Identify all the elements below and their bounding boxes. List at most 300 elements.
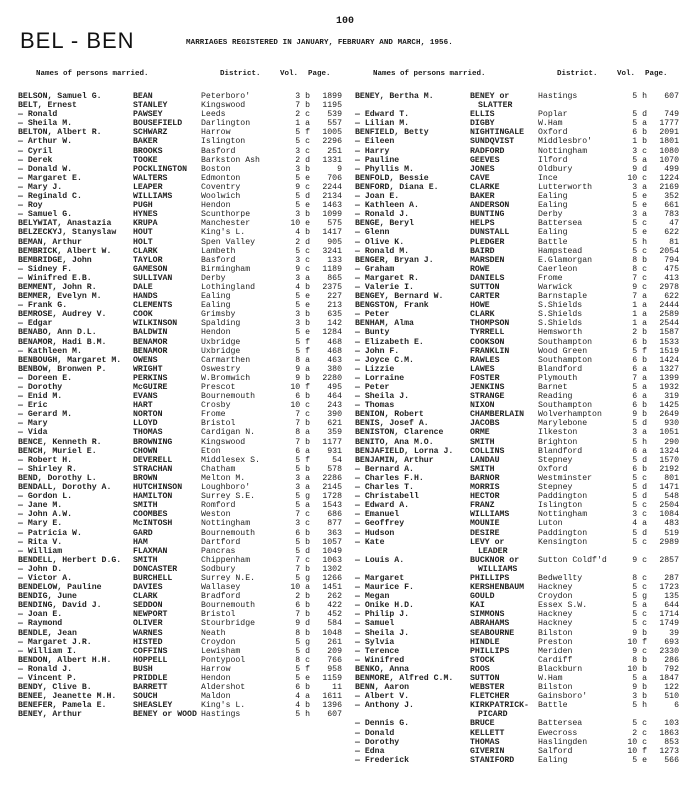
entry-volume: 8 a xyxy=(295,428,310,438)
entry-name: — John A.W. xyxy=(18,510,73,520)
entry-spouse-surname: THOMPSON xyxy=(470,319,510,329)
entry-name: — Louis A. xyxy=(355,555,405,565)
entry-spouse-surname: PERKINS xyxy=(133,373,168,383)
entry-volume: 8 b xyxy=(632,655,647,665)
entry-name: — Shirley R. xyxy=(18,464,77,474)
entry-row xyxy=(355,174,685,183)
entry-district: Battle xyxy=(538,237,568,247)
entry-name: BENABO, Ann D.L. xyxy=(18,328,97,338)
entry-volume: 3 b xyxy=(295,92,310,101)
entry-spouse-surname: NIXON xyxy=(470,401,495,411)
entry-volume: 5 a xyxy=(632,674,647,683)
entry-row xyxy=(18,365,348,374)
entry-page: 749 xyxy=(664,110,679,120)
entry-page: 380 xyxy=(327,364,342,374)
entry-page: 1099 xyxy=(322,210,342,220)
entry-row xyxy=(355,274,685,283)
entry-name: — Albert V. xyxy=(355,692,410,702)
entry-district: Hastings xyxy=(201,710,241,720)
entry-spouse-line1: LEVY or xyxy=(470,537,505,547)
entry-volume: 5 e xyxy=(632,228,647,238)
entry-district: Bilston xyxy=(538,628,573,638)
entry-spouse-line2: LEADER xyxy=(478,546,508,556)
entry-volume: 2 d xyxy=(295,155,310,165)
entry-row xyxy=(355,119,685,128)
entry-volume: 5 c xyxy=(295,246,310,256)
entry-row xyxy=(355,265,685,274)
entry-volume: 9 c xyxy=(632,646,647,656)
entry-page: 1324 xyxy=(659,446,679,456)
entry-page: 2444 xyxy=(659,301,679,311)
entry-district: S.Shields xyxy=(538,301,583,311)
entry-page: 706 xyxy=(327,173,342,183)
entry-name: — Kathleen A. xyxy=(355,201,419,211)
entry-spouse-surname: WARNES xyxy=(133,628,163,638)
entry-district: Scunthorpe xyxy=(201,210,251,220)
entry-row xyxy=(355,474,685,483)
entry-page: 1224 xyxy=(659,173,679,183)
entry-district: Harrow xyxy=(201,128,231,138)
entry-volume: 10 f xyxy=(627,637,647,647)
entry-volume: 4 b xyxy=(295,228,310,238)
entry-spouse-surname: HUTCHINSON xyxy=(133,483,183,493)
entry-volume: 3 a xyxy=(632,210,647,220)
entry-name: — Margaret E. xyxy=(18,173,82,183)
entry-spouse-surname: NEWPORT xyxy=(133,610,168,620)
entry-district: Weston xyxy=(201,510,231,520)
entry-volume: 5 f xyxy=(295,664,310,674)
entry-row xyxy=(18,101,348,110)
entry-spouse-line1: BENEY or xyxy=(470,92,510,101)
entry-page: 495 xyxy=(327,383,342,392)
entry-row xyxy=(18,383,348,392)
entry-row xyxy=(18,283,348,292)
entry-spouse-surname: POCKLINGTON xyxy=(133,164,188,174)
entry-spouse-surname: BURCHELL xyxy=(133,573,173,583)
entry-row xyxy=(355,665,685,674)
entry-page: 1533 xyxy=(659,337,679,347)
entry-row xyxy=(355,147,685,156)
entry-name: — Eric xyxy=(18,401,48,411)
entry-page: 290 xyxy=(664,437,679,447)
entry-district: Chippenham xyxy=(201,555,251,565)
entry-name: BENKO, Anna xyxy=(355,664,410,674)
entry-row xyxy=(18,629,348,638)
entry-row xyxy=(355,683,685,692)
entry-name: BEMROSE, Audrey V. xyxy=(18,310,107,320)
entry-district: Hendon xyxy=(201,328,231,338)
entry-volume: 5 d xyxy=(295,192,310,202)
entry-page: 352 xyxy=(664,192,679,202)
entry-row xyxy=(355,156,685,165)
entry-name: — William xyxy=(18,546,63,556)
entry-district: Croydon xyxy=(201,637,236,647)
entry-district: Bournemouth xyxy=(201,528,256,538)
entry-row xyxy=(355,629,685,638)
entry-name: — Phyllis M. xyxy=(355,164,414,174)
entry-volume: 6 b xyxy=(295,528,310,538)
entry-row xyxy=(355,356,685,365)
entry-row xyxy=(18,301,348,310)
entry-name: — Ronald J. xyxy=(18,664,73,674)
entry-row xyxy=(355,410,685,419)
entry-district: Plymouth xyxy=(538,373,578,383)
entry-volume: 6 a xyxy=(632,364,647,374)
entry-page: 607 xyxy=(664,92,679,101)
entry-volume: 5 c xyxy=(632,537,647,547)
entry-spouse-surname: TAYLOR xyxy=(133,255,163,265)
entry-district: Luton xyxy=(538,519,563,529)
entry-page: 539 xyxy=(327,110,342,120)
entry-spouse-surname: HOPPELL xyxy=(133,655,168,665)
entry-district: Uxbridge xyxy=(201,346,241,356)
entry-page: 584 xyxy=(327,619,342,629)
entry-spouse-surname: COOKSON xyxy=(470,337,505,347)
entry-volume: 3 c xyxy=(632,146,647,156)
entry-page: 363 xyxy=(327,528,342,538)
entry-district: S.Shields xyxy=(538,319,583,329)
entry-volume: 6 b xyxy=(632,355,647,365)
entry-row xyxy=(355,638,685,647)
entry-row xyxy=(355,738,685,747)
entry-page: 2192 xyxy=(659,464,679,474)
entry-page: 39 xyxy=(669,628,679,638)
entry-name: — Samuel G. xyxy=(18,210,73,220)
entry-spouse-surname: SMITH xyxy=(133,555,158,565)
entry-district: Lambeth xyxy=(201,246,236,256)
entry-volume: 5 c xyxy=(632,219,647,229)
entry-page: 286 xyxy=(664,655,679,665)
entry-volume: 5 d xyxy=(632,483,647,493)
entry-page: 635 xyxy=(327,310,342,320)
entry-volume: 7 a xyxy=(632,292,647,302)
entry-district: Bristol xyxy=(201,610,236,620)
entry-name: — Graham xyxy=(355,264,395,274)
entry-row xyxy=(355,729,685,738)
entry-volume: 10 a xyxy=(290,583,310,593)
entry-spouse-surname: OLIVER xyxy=(133,619,163,629)
entry-name: — Dennis G. xyxy=(355,719,410,729)
entry-district: Sutton Coldf'd xyxy=(538,555,607,565)
entry-volume: 6 b xyxy=(295,392,310,402)
entry-page: 227 xyxy=(327,292,342,302)
entry-volume: 7 c xyxy=(632,273,647,283)
entry-name: — Gerard M. xyxy=(18,410,73,420)
entry-volume: 5 d xyxy=(632,110,647,120)
entry-district: Hampstead xyxy=(538,246,583,256)
entry-row xyxy=(355,556,685,574)
entry-page: 475 xyxy=(664,264,679,274)
entry-spouse-surname: KELLETT xyxy=(470,728,505,738)
entry-volume: 5 e xyxy=(632,201,647,211)
entry-volume: 6 a xyxy=(632,446,647,456)
entry-district: King's L. xyxy=(201,701,246,711)
entry-row xyxy=(18,428,348,437)
entry-district: Lothingland xyxy=(201,282,256,292)
entry-name: BENDELL, Herbert D.G. xyxy=(18,555,122,565)
entry-page: 2280 xyxy=(322,373,342,383)
entry-district: Manchester xyxy=(201,219,251,229)
entry-volume: 5 e xyxy=(295,201,310,211)
entry-spouse-surname: PAWSEY xyxy=(133,110,163,120)
entry-volume: 10 e xyxy=(290,219,310,229)
header-page: Page. xyxy=(645,70,668,78)
entry-district: Middlesbro' xyxy=(538,137,593,147)
entry-spouse-surname: SHEASLEY xyxy=(133,701,173,711)
entry-district: Bilston xyxy=(538,683,573,693)
entry-district: Oxford xyxy=(538,464,568,474)
entry-spouse-line2: WILLIAMS xyxy=(478,564,518,574)
entry-volume: 4 a xyxy=(295,692,310,702)
entry-name: — Glenn xyxy=(355,228,390,238)
right-column xyxy=(355,70,685,765)
entry-spouse-surname: BEAN xyxy=(133,92,153,101)
entry-page: 578 xyxy=(327,464,342,474)
entry-district: Peterboro' xyxy=(201,92,251,101)
entry-spouse-surname: DIGBY xyxy=(470,119,495,129)
entry-spouse-surname: EVANS xyxy=(133,392,158,402)
entry-page: 2330 xyxy=(659,646,679,656)
entry-row xyxy=(355,492,685,501)
entry-row xyxy=(355,519,685,528)
entry-page: 464 xyxy=(327,392,342,402)
entry-page: 1266 xyxy=(322,573,342,583)
entry-name: BENEY, Bertha M. xyxy=(355,92,434,101)
entry-volume: 5 d xyxy=(632,419,647,429)
entry-page: 1273 xyxy=(659,746,679,756)
entry-name: — Lorraine xyxy=(355,373,405,383)
entry-row xyxy=(355,283,685,292)
entry-spouse-surname: HINDLE xyxy=(470,637,500,647)
entry-volume: 9 d xyxy=(295,619,310,629)
entry-district: Gainsboro' xyxy=(538,692,588,702)
entry-page: 622 xyxy=(664,228,679,238)
entry-volume: 5 e xyxy=(295,301,310,311)
entry-district: Caerleon xyxy=(538,264,578,274)
entry-spouse-surname: HART xyxy=(133,401,153,411)
entry-spouse-surname: PRIDDLE xyxy=(133,674,168,683)
entry-row xyxy=(18,92,348,101)
entry-name: BENN, Aaron xyxy=(355,683,410,693)
entry-name: BENITO, Ana M.O. xyxy=(355,437,434,447)
entry-district: Ince xyxy=(538,173,558,183)
entry-name: — Mary E. xyxy=(18,519,63,529)
entry-page: 359 xyxy=(327,428,342,438)
header-names: Names of persons married. xyxy=(373,70,486,78)
entry-volume: 3 c xyxy=(295,255,310,265)
entry-name: BENDELOW, Pauline xyxy=(18,583,102,593)
entry-spouse-surname: THOMAS xyxy=(470,737,500,747)
entry-district: Frome xyxy=(538,273,563,283)
entry-name: — Winifred xyxy=(355,655,405,665)
entry-name: — Kathleen M. xyxy=(18,346,82,356)
entry-district: Dartford xyxy=(201,537,241,547)
entry-spouse-surname: BALDWIN xyxy=(133,328,168,338)
entry-name: — Geoffrey xyxy=(355,519,405,529)
entry-page: 2091 xyxy=(659,128,679,138)
entry-spouse-surname xyxy=(470,701,538,719)
entry-page: 3241 xyxy=(322,246,342,256)
entry-page: 905 xyxy=(327,237,342,247)
entry-name: — Ronald xyxy=(18,110,58,120)
entry-name: — Cyril xyxy=(18,146,53,156)
entry-district: Paddington xyxy=(538,528,588,538)
entry-name: — Margaret J.R. xyxy=(18,637,92,647)
entry-district: Hendon xyxy=(201,674,231,683)
entry-spouse-surname: CHAMBERLAIN xyxy=(470,410,525,420)
entry-volume: 9 a xyxy=(295,364,310,374)
entry-volume: 5 a xyxy=(632,155,647,165)
entry-volume: 3 c xyxy=(295,146,310,156)
entry-row xyxy=(18,210,348,219)
entry-volume: 9 c xyxy=(632,555,647,565)
entry-district: W.Ham xyxy=(538,674,563,683)
entry-spouse-surname: COLLINS xyxy=(470,446,505,456)
entry-row xyxy=(18,510,348,519)
entry-name: — Terence xyxy=(355,646,400,656)
entry-volume: 6 b xyxy=(632,464,647,474)
entry-volume: 3 b xyxy=(295,210,310,220)
entry-row xyxy=(355,610,685,619)
entry-volume: 5 d xyxy=(295,646,310,656)
entry-spouse-surname: CAVE xyxy=(470,173,490,183)
entry-page: 865 xyxy=(327,273,342,283)
entry-row xyxy=(18,519,348,528)
running-title: MARRIAGES REGISTERED IN JANUARY, FEBRUARY AND MARCH, 1956. xyxy=(186,39,453,47)
entry-district: E.Glamorgan xyxy=(538,255,593,265)
entry-spouse-line2: SLATTER xyxy=(478,101,513,111)
entry-row xyxy=(18,338,348,347)
entry-volume: 7 b xyxy=(295,101,310,111)
entry-row xyxy=(18,265,348,274)
entry-district: Cardiff xyxy=(538,655,573,665)
entry-spouse-surname: FRANKLIN xyxy=(470,346,510,356)
entry-volume: 7 b xyxy=(295,437,310,447)
entry-district: Edmonton xyxy=(201,173,241,183)
entry-page: 1932 xyxy=(659,383,679,392)
entry-spouse-surname: HYNES xyxy=(133,210,158,220)
entry-spouse-surname: WEBSTER xyxy=(470,683,505,693)
entry-name: BENCE, Kenneth R. xyxy=(18,437,102,447)
entry-row xyxy=(355,483,685,492)
entry-page: 2169 xyxy=(659,182,679,192)
entry-name: BENEFER, Pamela E. xyxy=(18,701,107,711)
entry-district: Croydon xyxy=(538,592,573,602)
entry-name: — Elizabeth E. xyxy=(355,337,424,347)
entry-page: 792 xyxy=(664,664,679,674)
entry-name: BENGSTON, Frank xyxy=(355,301,429,311)
entry-district: Basford xyxy=(201,146,236,156)
entry-district: Islington xyxy=(201,137,246,147)
entry-district: Battle xyxy=(538,701,568,711)
header-district: District. xyxy=(220,70,261,78)
entry-row xyxy=(18,165,348,174)
entry-spouse-surname: DANIELS xyxy=(470,273,505,283)
entry-volume: 2 b xyxy=(295,592,310,602)
entry-spouse-surname: GIVERIN xyxy=(470,746,505,756)
entry-name: BENFORD, Diana E. xyxy=(355,182,439,192)
entry-name: BELZECKYJ, Stanyslaw xyxy=(18,228,117,238)
entry-row xyxy=(18,683,348,692)
entry-name: — Edward A. xyxy=(355,501,410,511)
entry-spouse-surname: ROWE xyxy=(470,264,490,274)
entry-district: Eton xyxy=(201,446,221,456)
entry-district: Kingswood xyxy=(201,437,246,447)
entry-name: BENDALL, Dorothy A. xyxy=(18,483,112,493)
entry-page: 452 xyxy=(327,610,342,620)
entry-page: 1899 xyxy=(322,92,342,101)
entry-volume: 7 c xyxy=(295,510,310,520)
entry-volume: 5 c xyxy=(632,719,647,729)
entry-volume: 5 e xyxy=(295,292,310,302)
entry-district: Pancras xyxy=(201,546,236,556)
entry-name: — Maurice F. xyxy=(355,583,414,593)
entry-name: — Kate xyxy=(355,537,385,547)
entry-volume: 5 a xyxy=(632,119,647,129)
entry-page: 1570 xyxy=(659,455,679,465)
entry-name: BENCH, Muriel E. xyxy=(18,446,97,456)
entry-district: Battersea xyxy=(538,719,583,729)
entry-page: 9 xyxy=(337,164,342,174)
entry-spouse-surname: BUSH xyxy=(133,664,153,674)
entry-spouse-surname: BAIRD xyxy=(470,246,495,256)
entry-spouse-surname: RADFORD xyxy=(470,146,505,156)
entry-volume: 5 e xyxy=(295,173,310,183)
entry-page: 2375 xyxy=(322,282,342,292)
entry-page: 1611 xyxy=(322,692,342,702)
entry-page: 1063 xyxy=(322,555,342,565)
entry-district: Oxford xyxy=(538,128,568,138)
entry-row xyxy=(18,292,348,301)
entry-volume: 9 d xyxy=(632,164,647,174)
entry-row xyxy=(355,228,685,237)
entry-spouse-surname xyxy=(470,92,538,110)
entry-page: 931 xyxy=(327,446,342,456)
entry-district: Hackney xyxy=(538,619,573,629)
entry-name: — Ronald M. xyxy=(355,246,410,256)
entry-volume: 5 d xyxy=(295,546,310,556)
entry-spouse-surname: MARSDEN xyxy=(470,255,505,265)
entry-volume: 1 a xyxy=(632,301,647,311)
entry-spouse-surname: CLARK xyxy=(133,592,158,602)
entry-district: Kensington xyxy=(538,537,588,547)
entry-spouse-surname: LLOYD xyxy=(133,419,158,429)
entry-page: 1159 xyxy=(322,674,342,683)
entry-spouse-surname: HOLT xyxy=(133,237,153,247)
entry-page: 2145 xyxy=(322,483,342,493)
entry-volume: 5 f xyxy=(295,455,310,465)
header-vol: Vol. xyxy=(280,70,299,78)
entry-row xyxy=(18,310,348,319)
entry-district: Paddington xyxy=(538,492,588,502)
entry-name: — Derek xyxy=(18,155,53,165)
entry-name: — Frank G. xyxy=(18,301,68,311)
entry-row xyxy=(18,247,348,256)
entry-name: — Charles F.H. xyxy=(355,473,424,483)
entry-district: Barnet xyxy=(538,383,568,392)
entry-name: — Philip J. xyxy=(355,610,410,620)
entry-volume: 5 b xyxy=(295,464,310,474)
entry-name: — Arthur W. xyxy=(18,137,73,147)
entry-row xyxy=(355,501,685,510)
entry-row xyxy=(355,165,685,174)
entry-district: Carmarthen xyxy=(201,355,251,365)
entry-page: 1189 xyxy=(322,264,342,274)
entry-district: Southampton xyxy=(538,355,593,365)
entry-row xyxy=(18,183,348,192)
entry-name: BENMORE, Alfred C.M. xyxy=(355,674,454,683)
entry-row xyxy=(355,674,685,683)
